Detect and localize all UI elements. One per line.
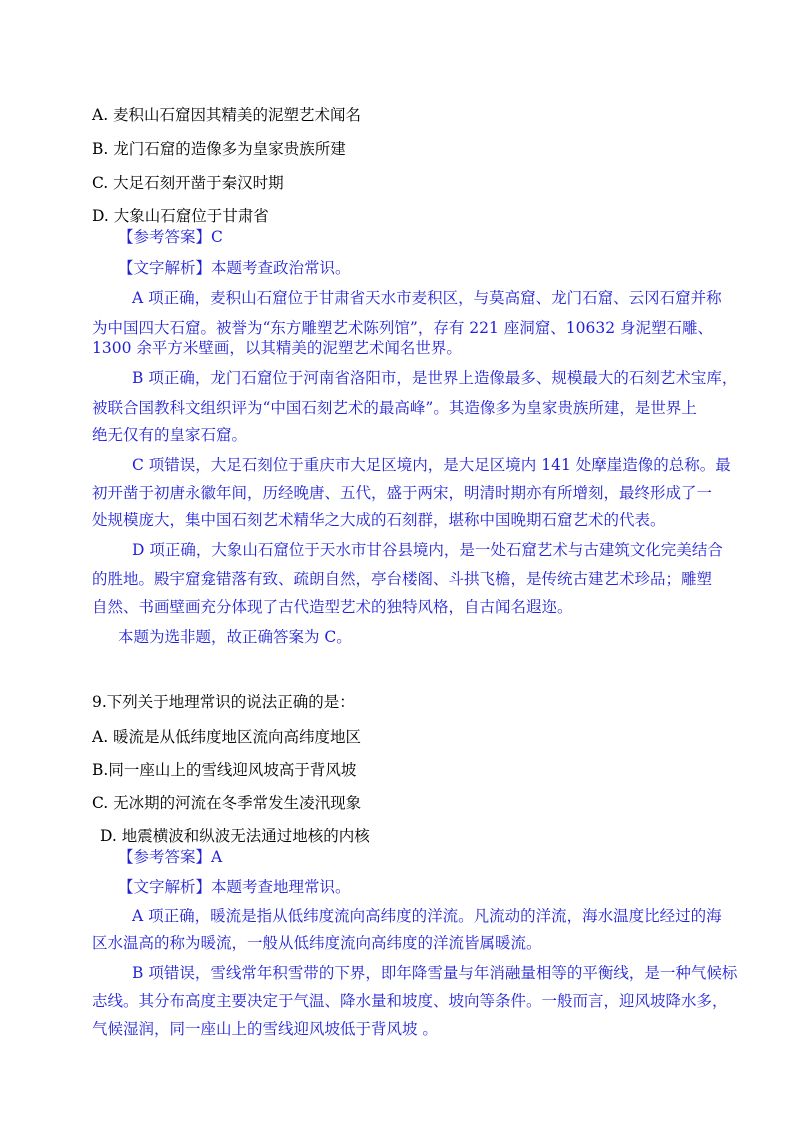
q8-option-b: B. 龙门石窟的造像多为皇家贵族所建 bbox=[92, 140, 346, 158]
q8-analysis-line: 绝无仅有的皇家石窟。 bbox=[92, 426, 248, 444]
q9-analysis-line: A 项正确，暖流是指从低纬度流向高纬度的洋流。凡流动的洋流，海水温度比经过的海 bbox=[132, 907, 722, 925]
q8-option-d: D. 大象山石窟位于甘肃省 bbox=[92, 207, 269, 225]
q8-analysis-line: A 项正确，麦积山石窟位于甘肃省天水市麦积区，与莫高窟、龙门石窟、云冈石窟并称 bbox=[132, 289, 722, 307]
q9-analysis-line: 志线。其分布高度主要决定于气温、降水量和坡度、坡向等条件。一般而言，迎风坡降水多， bbox=[92, 992, 728, 1010]
q8-analysis-line: 为中国四大石窟。被誉为“东方雕塑艺术陈列馆”，存有 221 座洞窟、10632 身泥塑石雕、 bbox=[92, 319, 714, 337]
q8-analysis-line: 自然、书画壁画充分体现了古代造型艺术的独特风格，自古闻名遐迩。 bbox=[92, 598, 573, 616]
q9-analysis-title: 【文字解析】本题考查地理常识。 bbox=[118, 878, 351, 896]
q8-analysis-line: B 项正确，龙门石窟位于河南省洛阳市，是世界上造像最多、规模最大的石刻艺术宝库， bbox=[132, 369, 738, 387]
q8-analysis-line: 的胜地。殿宇窟龛错落有致、疏朗自然，亭台楼阁、斗拱飞檐，是传统古建艺术珍品；雕塑 bbox=[92, 570, 713, 588]
q8-conclusion: 本题为选非题，故正确答案为 C。 bbox=[118, 628, 352, 646]
q8-analysis-line: 处规模庞大，集中国石刻艺术精华之大成的石刻群，堪称中国晚期石窟艺术的代表。 bbox=[92, 511, 666, 529]
q8-analysis-title: 【文字解析】本题考查政治常识。 bbox=[118, 259, 351, 277]
q8-analysis-line: 被联合国教科文组织评为“中国石刻艺术的最高峰”。其造像多为皇家贵族所建，是世界上 bbox=[92, 399, 697, 417]
q9-analysis-line: 气候湿润，同一座山上的雪线迎风坡低于背风坡 。 bbox=[92, 1020, 438, 1038]
q9-analysis-line: B 项错误，雪线常年积雪带的下界，即年降雪量与年消融量相等的平衡线，是一种气候标 bbox=[132, 964, 738, 982]
q8-analysis-line: 1300 余平方米壁画，以其精美的泥塑艺术闻名世界。 bbox=[92, 339, 462, 357]
q9-option-c: C. 无冰期的河流在冬季常发生凌汛现象 bbox=[92, 794, 362, 812]
q8-answer: 【参考答案】C bbox=[118, 228, 223, 246]
q9-option-d: D. 地震横波和纵波无法通过地核的内核 bbox=[100, 827, 370, 845]
q8-option-c: C. 大足石刻开凿于秦汉时期 bbox=[92, 174, 284, 192]
q8-option-a: A. 麦积山石窟因其精美的泥塑艺术闻名 bbox=[92, 106, 362, 124]
q8-analysis-line: 初开凿于初唐永徽年间，历经晚唐、五代，盛于两宋，明清时期亦有所增刻，最终形成了一 bbox=[92, 484, 713, 502]
q9-answer: 【参考答案】A bbox=[118, 848, 223, 866]
q8-analysis-line: C 项错误，大足石刻位于重庆市大足区境内，是大足区境内 141 处摩崖造像的总称。最 bbox=[132, 456, 731, 474]
q9-question: 9.下列关于地理常识的说法正确的是： bbox=[92, 693, 355, 711]
q9-analysis-line: 区水温高的称为暖流，一般从低纬度流向高纬度的洋流皆属暖流。 bbox=[92, 934, 542, 952]
q9-option-b: B.同一座山上的雪线迎风坡高于背风坡 bbox=[92, 761, 357, 779]
q9-option-a: A. 暖流是从低纬度地区流向高纬度地区 bbox=[92, 728, 362, 746]
q8-analysis-line: D 项正确，大象山石窟位于天水市甘谷县境内，是一处石窟艺术与古建筑文化完美结合 bbox=[132, 541, 723, 559]
